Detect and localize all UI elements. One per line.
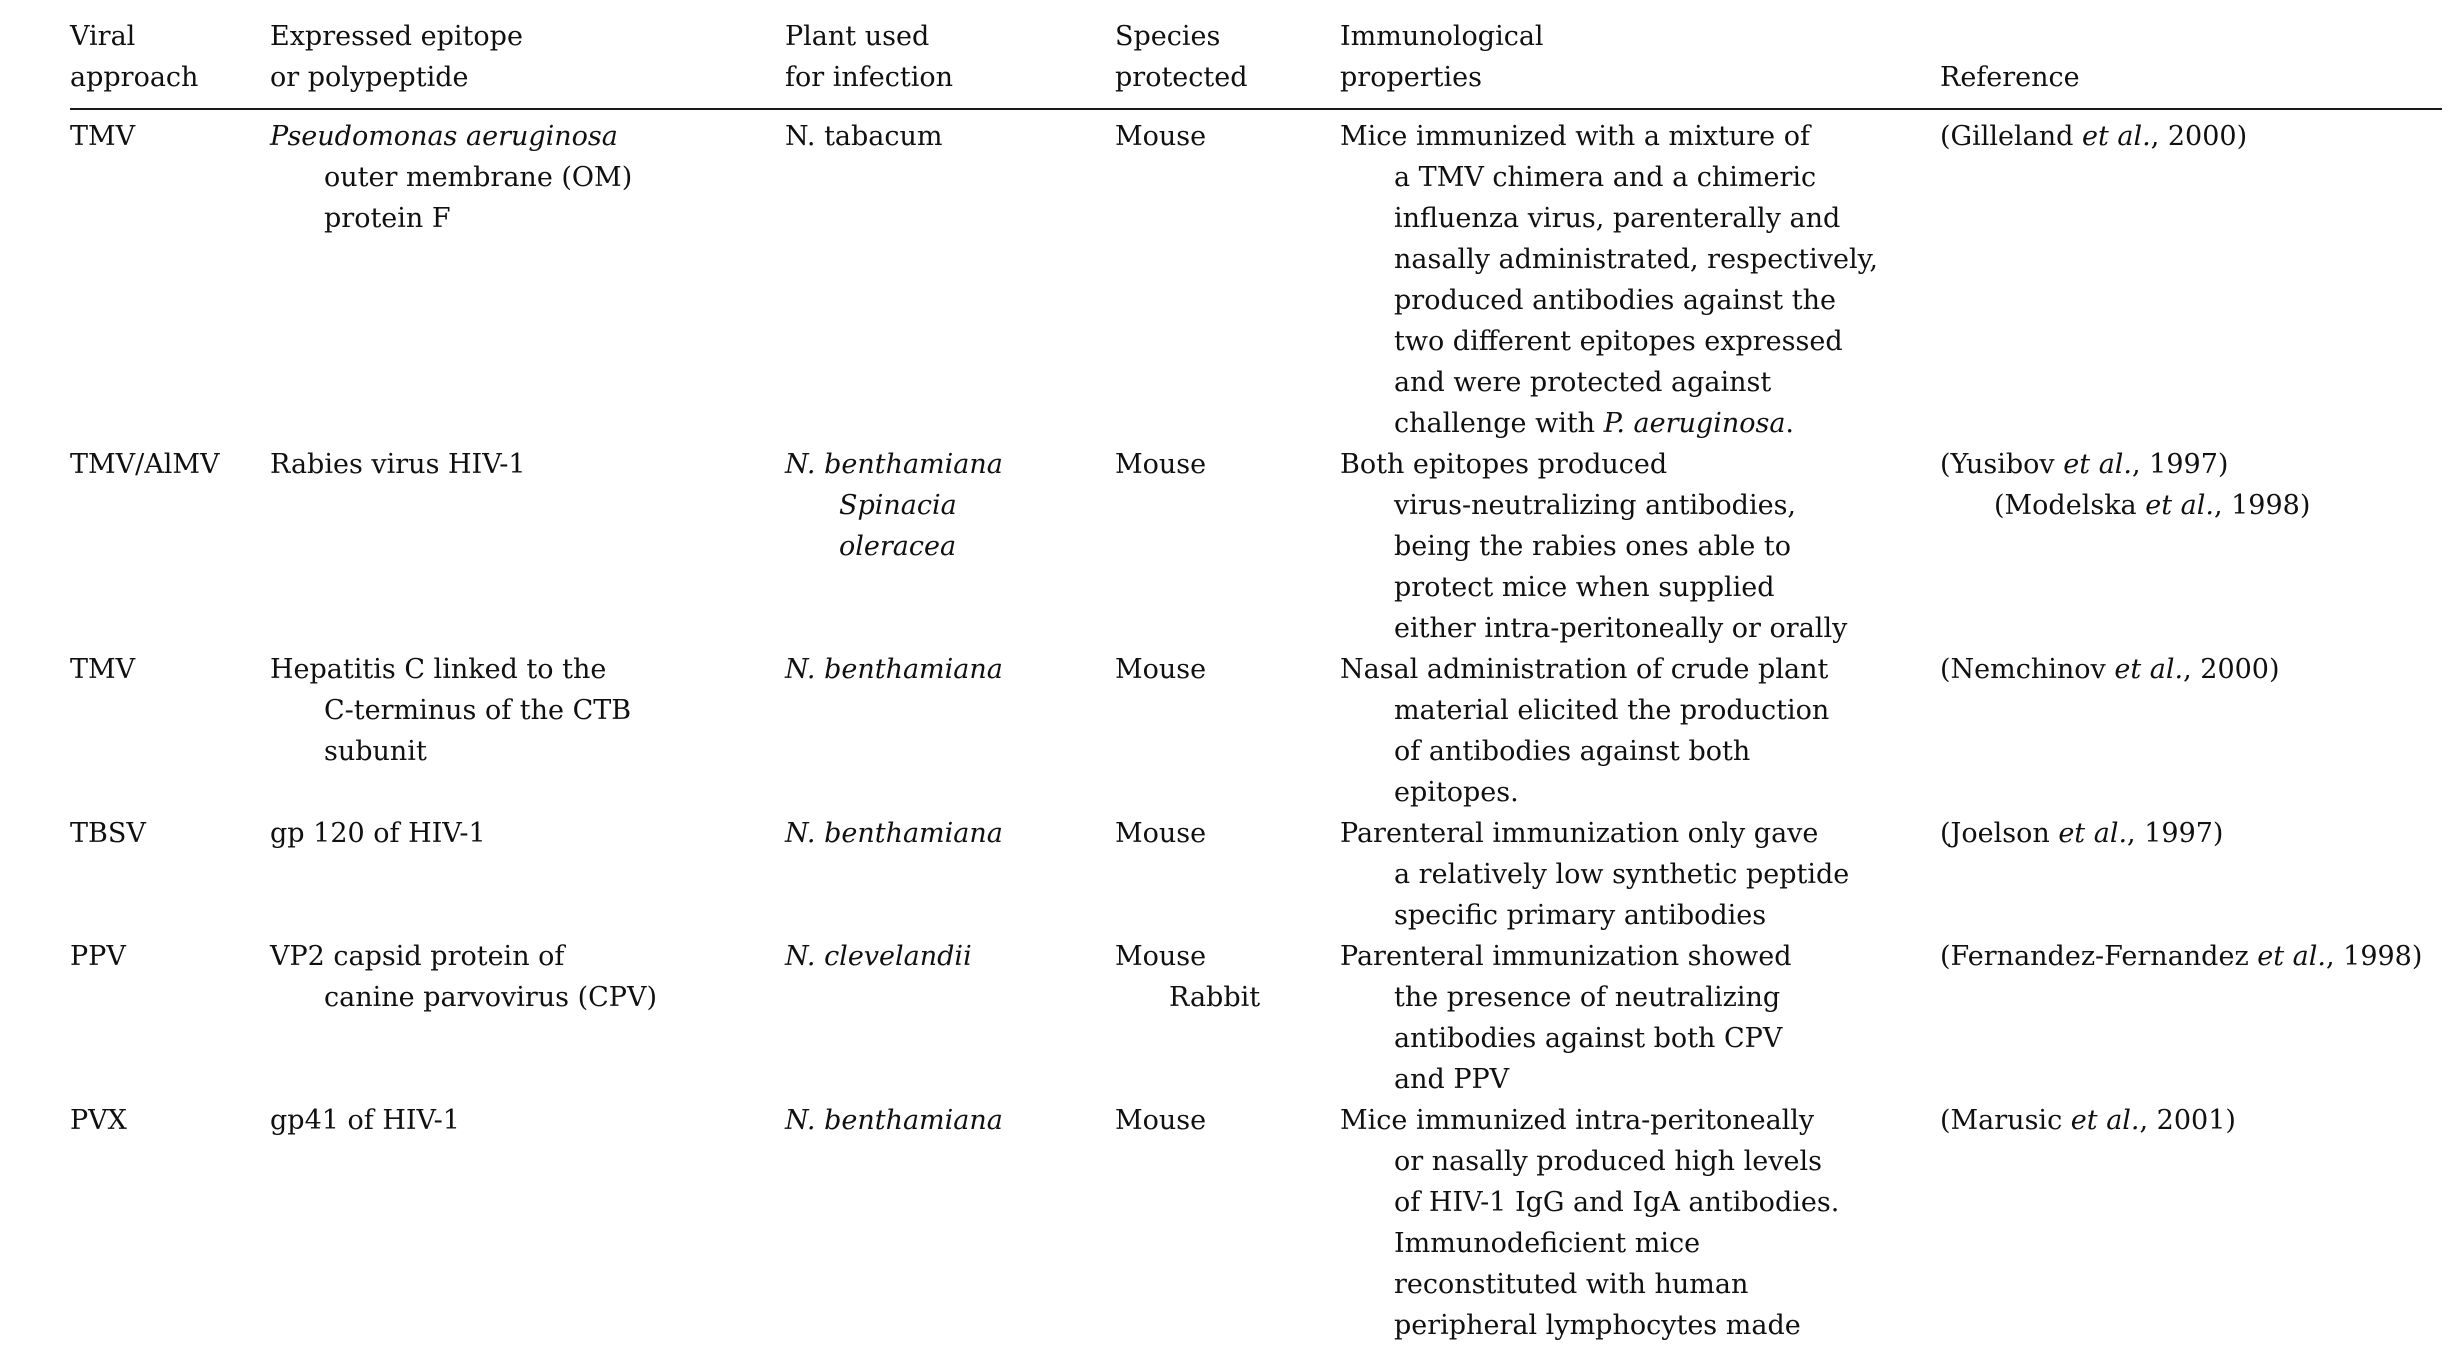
cell-plant: N. tabacum	[785, 121, 943, 152]
cell-viral-approach: TMV	[70, 121, 136, 152]
table-header-row	[70, 16, 2455, 98]
cell-species: Mouse	[1115, 818, 1207, 849]
col-header-reference: Reference	[1940, 62, 2080, 93]
cell-reference: (Nemchinov et al., 2000)	[1940, 654, 2280, 685]
table-body	[70, 116, 2455, 1346]
cell-viral-approach: PPV	[70, 941, 126, 972]
cell-viral-approach: TBSV	[70, 818, 146, 849]
cell-species: Mouse Rabbit	[1115, 941, 1261, 1013]
cell-plant: N. benthamiana	[785, 1105, 1003, 1136]
cell-viral-approach: PVX	[70, 1105, 127, 1136]
cell-epitope: gp 120 of HIV-1	[270, 818, 486, 849]
cell-immunology: Parenteral immunization only gave a relatively low synthetic peptide specific primary antibodies	[1340, 818, 1850, 931]
col-header-immunological-properties: Immunological properties	[1340, 21, 1544, 93]
plant-virus-vaccine-table	[70, 16, 2455, 1346]
cell-species: Mouse	[1115, 121, 1207, 152]
cell-viral-approach: TMV/AlMV	[70, 449, 220, 480]
table-row	[70, 649, 2455, 813]
cell-species: Mouse	[1115, 1105, 1207, 1136]
cell-plant: N. benthamiana	[785, 818, 1003, 849]
cell-reference: (Gilleland et al., 2000)	[1940, 121, 2248, 152]
cell-immunology: Mice immunized intra-peritoneally or nasally produced high levels of HIV-1 IgG and IgA antibodies. Immunodeficient mice reconstituted with human peripheral lymphocytes made	[1340, 1105, 1840, 1341]
cell-immunology: Mice immunized with a mixture of a TMV chimera and a chimeric influenza virus, parenterally and nasally administrated, respectively, produced antibodies against the two different epitopes expressed and were protected against challenge with P. aeruginosa.	[1340, 121, 1878, 439]
cell-plant: N. clevelandii	[785, 941, 972, 972]
col-header-plant-used: Plant used for infection	[785, 21, 953, 93]
cell-viral-approach: TMV	[70, 654, 136, 685]
table-row	[70, 813, 2455, 936]
table-row	[70, 116, 2455, 444]
cell-reference: (Yusibov et al., 1997) (Modelska et al., 1998)	[1940, 449, 2311, 521]
table-row	[70, 1100, 2455, 1346]
table-row	[70, 444, 2455, 649]
cell-reference: (Fernandez-Fernandez et al., 1998)	[1940, 941, 2423, 972]
col-header-viral-approach: Viral approach	[70, 21, 199, 93]
cell-immunology: Both epitopes produced virus-neutralizing antibodies, being the rabies ones able to protect mice when supplied either intra-peritoneally or orally	[1340, 449, 1848, 644]
cell-epitope: Hepatitis C linked to the C-terminus of the CTB subunit	[270, 654, 632, 767]
cell-reference: (Marusic et al., 2001)	[1940, 1105, 2236, 1136]
cell-epitope: Rabies virus HIV-1	[270, 449, 526, 480]
cell-immunology: Nasal administration of crude plant material elicited the production of antibodies against both epitopes.	[1340, 654, 1830, 808]
cell-plant: N. benthamiana	[785, 654, 1003, 685]
cell-epitope: Pseudomonas aeruginosa outer membrane (OM) protein F	[270, 121, 633, 234]
cell-species: Mouse	[1115, 449, 1207, 480]
cell-epitope: gp41 of HIV-1	[270, 1105, 460, 1136]
cell-immunology: Parenteral immunization showed the presence of neutralizing antibodies against both CPV and PPV	[1340, 941, 1792, 1095]
cell-reference: (Joelson et al., 1997)	[1940, 818, 2224, 849]
col-header-expressed-epitope: Expressed epitope or polypeptide	[270, 21, 523, 93]
table-row	[70, 936, 2455, 1100]
cell-plant: N. benthamiana Spinacia oleracea	[785, 449, 1003, 562]
cell-species: Mouse	[1115, 654, 1207, 685]
cell-epitope: VP2 capsid protein of canine parvovirus (CPV)	[270, 941, 658, 1013]
header-rule	[70, 108, 2442, 110]
col-header-species-protected: Species protected	[1115, 21, 1248, 93]
